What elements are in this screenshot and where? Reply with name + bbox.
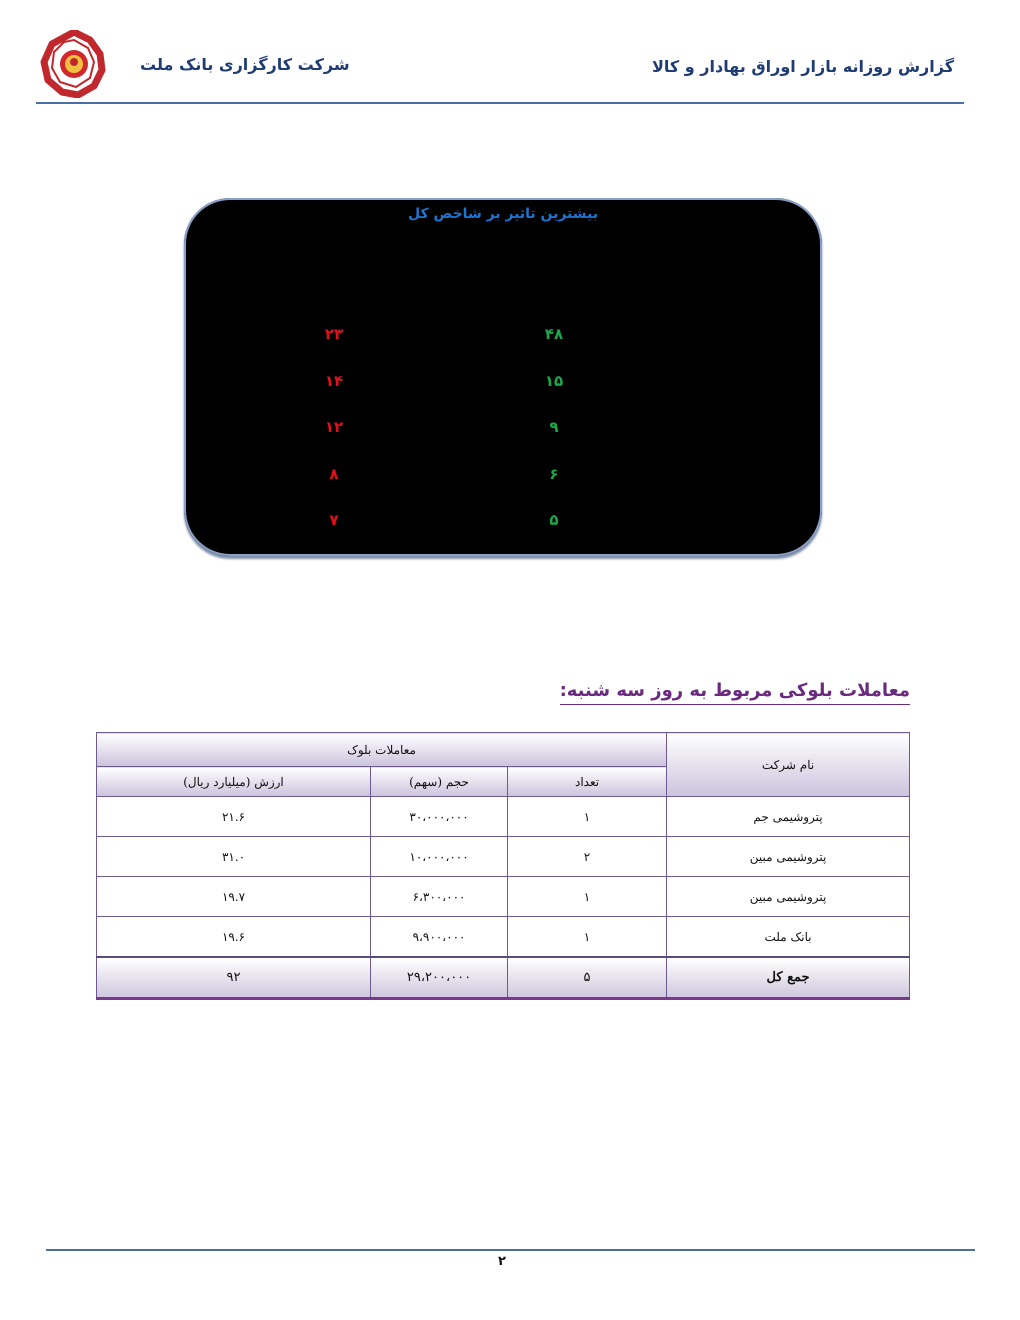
footer-divider xyxy=(46,1249,975,1251)
positive-impact-value: ۵ xyxy=(549,511,559,529)
cell-company: پتروشیمی مبین xyxy=(667,837,910,877)
total-volume: ۲۹،۲۰۰،۰۰۰ xyxy=(371,957,508,998)
header-volume: حجم (سهم) xyxy=(371,767,508,797)
cell-count: ۱ xyxy=(508,917,667,958)
positive-impact-value: ۶ xyxy=(549,465,559,483)
total-count: ۵ xyxy=(508,957,667,998)
negative-impact-value: ۲۳ xyxy=(324,325,344,343)
total-value: ۹۲ xyxy=(97,957,371,998)
cell-value: ۳۱.۰ xyxy=(97,837,371,877)
cell-company: پتروشیمی مبین xyxy=(667,877,910,917)
cell-company: بانک ملت xyxy=(667,917,910,958)
header-count: تعداد xyxy=(508,767,667,797)
cell-count: ۲ xyxy=(508,837,667,877)
positive-impact-value: ۹ xyxy=(549,418,559,436)
negative-impact-value: ۱۲ xyxy=(324,418,344,436)
cell-value: ۱۹.۶ xyxy=(97,917,371,958)
cell-volume: ۶،۳۰۰،۰۰۰ xyxy=(371,877,508,917)
total-row xyxy=(97,957,910,998)
block-trades-table xyxy=(96,732,909,999)
header-value: ارزش (میلیارد ریال) xyxy=(97,767,371,797)
page-number: ۲ xyxy=(498,1254,506,1269)
cell-volume: ۹،۹۰۰،۰۰۰ xyxy=(371,917,508,958)
table-bottom-divider xyxy=(96,998,910,1000)
negative-impact-value: ۱۴ xyxy=(324,372,344,390)
cell-company: پتروشیمی جم xyxy=(667,797,910,837)
table-row xyxy=(97,877,910,917)
total-label: جمع کل xyxy=(667,957,910,998)
positive-impact-value: ۱۵ xyxy=(544,372,564,390)
cell-volume: ۳۰،۰۰۰،۰۰۰ xyxy=(371,797,508,837)
cell-volume: ۱۰،۰۰۰،۰۰۰ xyxy=(371,837,508,877)
header-block-trades: معاملات بلوک xyxy=(97,733,667,767)
index-impact-title: بیشترین تاثیر بر شاخص کل xyxy=(407,206,598,222)
negative-impact-value: ۸ xyxy=(329,465,339,483)
cell-count: ۱ xyxy=(508,877,667,917)
table-row xyxy=(97,917,910,958)
index-impact-box xyxy=(184,198,822,556)
company-name: شرکت کارگزاری بانک ملت xyxy=(140,55,350,74)
cell-value: ۱۹.۷ xyxy=(97,877,371,917)
block-trades-heading: معاملات بلوکی مربوط به روز سه شنبه: xyxy=(560,680,910,705)
table-row xyxy=(97,797,910,837)
bank-mellat-logo xyxy=(40,30,108,98)
header-company: نام شرکت xyxy=(667,733,910,797)
negative-impact-value: ۷ xyxy=(329,511,339,529)
table-row xyxy=(97,837,910,877)
report-title: گزارش روزانه بازار اوراق بهادار و کالا xyxy=(651,57,954,76)
cell-count: ۱ xyxy=(508,797,667,837)
positive-impact-value: ۴۸ xyxy=(544,325,564,343)
header-divider xyxy=(36,102,964,104)
cell-value: ۲۱.۶ xyxy=(97,797,371,837)
